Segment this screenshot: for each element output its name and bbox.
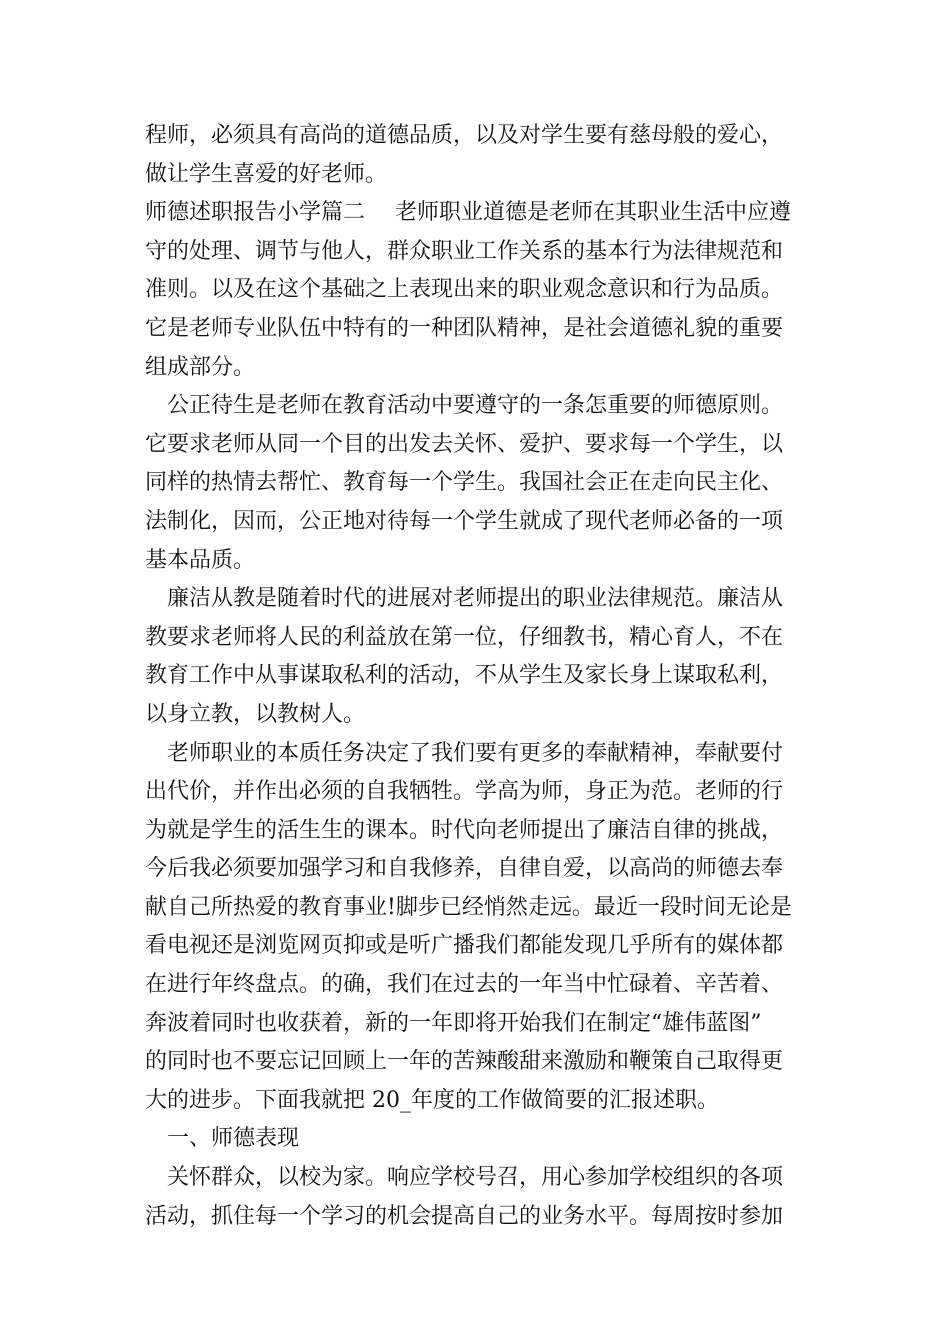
text-line: 它是老师专业队伍中特有的一种团队精神，是社会道德礼貌的重要 bbox=[145, 315, 784, 341]
text-line: 教育工作中从事谋取私利的活动，不从学生及家长身上谋取私利， bbox=[145, 663, 784, 689]
text-line: 同样的热情去帮忙、教育每一个学生。我国社会正在走向民主化、 bbox=[145, 470, 784, 496]
section-heading: 师德述职报告小学篇二 bbox=[145, 200, 366, 226]
text-line: 的同时也不要忘记回顾上一年的苦辣酸甜来激励和鞭策自己取得更 bbox=[145, 1049, 784, 1075]
text-line: 它要求老师从同一个目的出发去关怀、爱护、要求每一个学生，以 bbox=[145, 431, 784, 457]
text-line: 活动，抓住每一个学习的机会提高自己的业务水平。每周按时参加 bbox=[145, 1203, 784, 1229]
text-line: 大的进步。下面我就把 20_年度的工作做简要的汇报述职。 bbox=[145, 1087, 719, 1113]
text-line: 在进行年终盘点。的确，我们在过去的一年当中忙碌着、辛苦着、 bbox=[145, 972, 784, 998]
document-body bbox=[145, 117, 810, 1236]
text-line: 廉洁从教是随着时代的进展对老师提出的职业法律规范。廉洁从 bbox=[167, 586, 784, 612]
text-line: 奔波着同时也收获着，新的一年即将开始我们在制定“雄伟蓝图” bbox=[145, 1010, 762, 1036]
section-heading-line bbox=[145, 194, 810, 233]
text-line: 为就是学生的活生生的课本。时代向老师提出了廉洁自律的挑战， bbox=[145, 817, 784, 843]
text-line: 关怀群众，以校为家。响应学校号召，用心参加学校组织的各项 bbox=[167, 1165, 784, 1191]
text-line: 教要求老师将人民的利益放在第一位，仔细教书，精心育人，不在 bbox=[145, 624, 784, 650]
text-line: 献自己所热爱的教育事业!脚步已经悄然走远。最近一段时间无论是 bbox=[145, 894, 792, 920]
text-line: 以身立教，以教树人。 bbox=[145, 701, 366, 727]
subheading: 一、师德表现 bbox=[167, 1126, 300, 1152]
text-line: 老师职业的本质任务决定了我们要有更多的奉献精神，奉献要付 bbox=[167, 740, 784, 766]
text-line: 守的处理、调节与他人，群众职业工作关系的基本行为法律规范和 bbox=[145, 238, 784, 264]
text-line: 做让学生喜爱的好老师。 bbox=[145, 161, 388, 187]
text-line: 程师，必须具有高尚的道德品质，以及对学生要有慈母般的爱心， bbox=[145, 123, 784, 148]
text-line: 组成部分。 bbox=[145, 354, 256, 380]
text-line: 看电视还是浏览网页抑或是听广播我们都能发现几乎所有的媒体都 bbox=[145, 933, 784, 959]
text-line: 法制化，因而，公正地对待每一个学生就成了现代老师必备的一项 bbox=[145, 508, 784, 534]
text-line: 今后我必须要加强学习和自我修养，自律自爱，以高尚的师德去奉 bbox=[145, 856, 784, 882]
text-line: 老师职业道德是老师在其职业生活中应遵 bbox=[395, 200, 792, 226]
text-line: 基本品质。 bbox=[145, 547, 256, 573]
text-line: 准则。以及在这个基础之上表现出来的职业观念意识和行为品质。 bbox=[145, 277, 784, 303]
text-line: 公正待生是老师在教育活动中要遵守的一条怎重要的师德原则。 bbox=[167, 393, 784, 419]
text-line: 出代价，并作出必须的自我牺牲。学高为师，身正为范。老师的行 bbox=[145, 779, 784, 805]
